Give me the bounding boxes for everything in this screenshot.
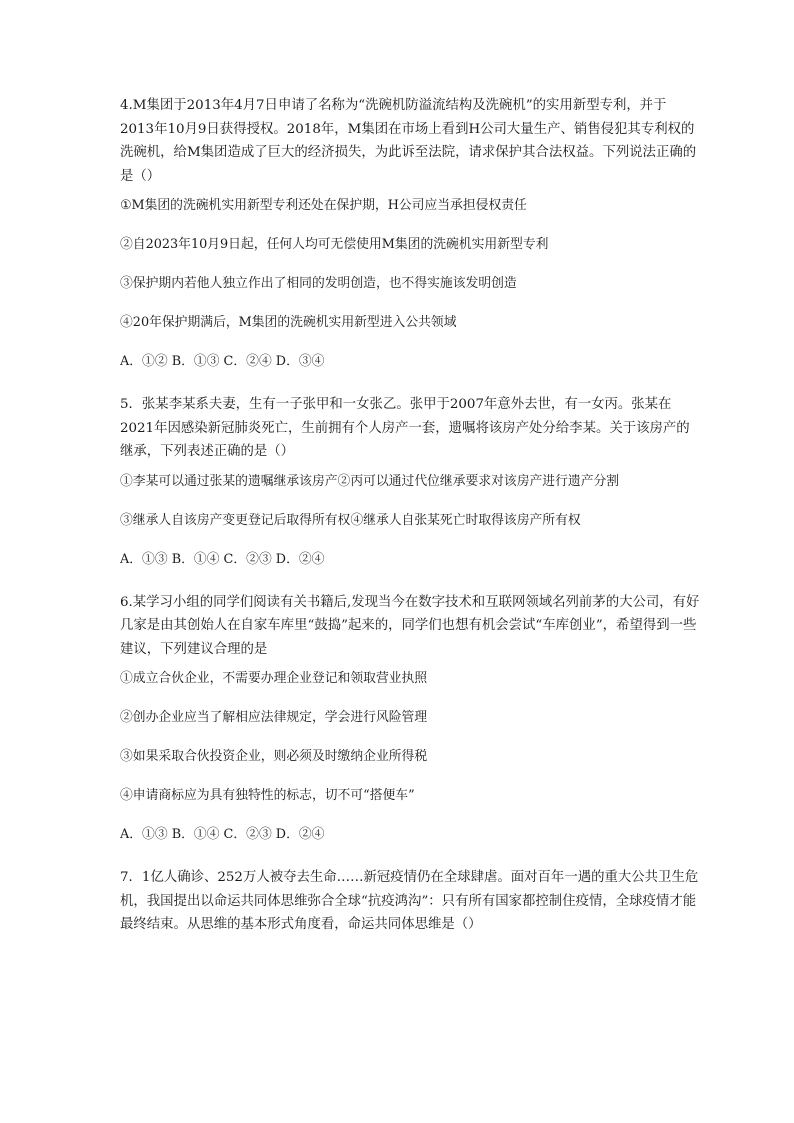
option-1: ①M集团的洗碗机实用新型专利还处在保护期，H公司应当承担侵权责任: [120, 198, 527, 213]
option-2: ②自2023年10月9日起，任何人均可无偿使用M集团的洗碗机实用新型专利: [120, 237, 549, 252]
option-2: ③继承人自该房产变更登记后取得所有权④继承人自张某死亡时取得该房产所有权: [120, 512, 581, 528]
question-4: [120, 94, 700, 373]
option-4: ④20年保护期满后，M集团的洗碗机实用新型进入公共领域: [120, 315, 457, 330]
answer-choices: A．①② B．①③ C．②④ D．③④: [120, 354, 325, 369]
question-stem: 5．张某李某系夫妻，生有一子张甲和一女张乙。张甲于2007年意外去世，有一女丙。张某在2021年因感染新冠肺炎死亡，生前拥有个人房产一套，遗嘱将该房产处分给李某。关于该房产的继承，下列表述正确的是（）: [120, 397, 690, 459]
question-stem: 6.某学习小组的同学们阅读有关书籍后,发现当今在数字技术和互联网领域名列前茅的大公司，有好几家是由其创始人在自家车库里“鼓捣”起来的，同学们也想有机会尝试“车库创业”，希望得到一些建议，下列建议合理的是: [120, 594, 700, 657]
question-stem: 4.M集团于2013年4月7日申请了名称为“洗碗机防溢流结构及洗碗机”的实用新型专利，并于2013年10月9日获得授权。2018年，M集团在市场上看到H公司大量生产、销售侵犯其专利权的洗碗机，给M集团造成了巨大的经济损失，为此诉至法院，请求保护其合法权益。下列说法正确的是（）: [120, 98, 697, 184]
option-3: ③如果采取合伙投资企业，则必须及时缴纳企业所得税: [120, 749, 428, 764]
answer-choices: A．①③ B．①④ C．②③ D．②④: [120, 827, 325, 842]
question-7: [120, 866, 700, 937]
question-5: [120, 393, 700, 571]
question-list: [120, 94, 700, 944]
option-4: ④申请商标应为具有独特性的标志，切不可“搭便车”: [120, 788, 415, 803]
option-1: ①成立合伙企业，不需要办理企业登记和领取营业执照: [120, 671, 428, 686]
option-1: ①李某可以通过张某的遗嘱继承该房产②丙可以通过代位继承要求对该房产进行遗产分割: [120, 473, 620, 489]
question-stem: 7．1亿人确诊、252万人被夺去生命……新冠疫情仍在全球肆虐。面对百年一遇的重大公共卫生危机，我国提出以命运共同体思维弥合全球“抗疫鸿沟”：只有所有国家都控制住疫情，全球疫情才能最终结束。从思维的基本形式角度看，命运共同体思维是（）: [120, 870, 699, 932]
option-2: ②创办企业应当了解相应法律规定，学会进行风险管理: [120, 710, 428, 725]
option-3: ③保护期内若他人独立作出了相同的发明创造，也不得实施该发明创造: [120, 276, 517, 291]
question-6: [120, 591, 700, 847]
answer-choices: A．①③ B．①④ C．②③ D．②④: [120, 551, 325, 567]
